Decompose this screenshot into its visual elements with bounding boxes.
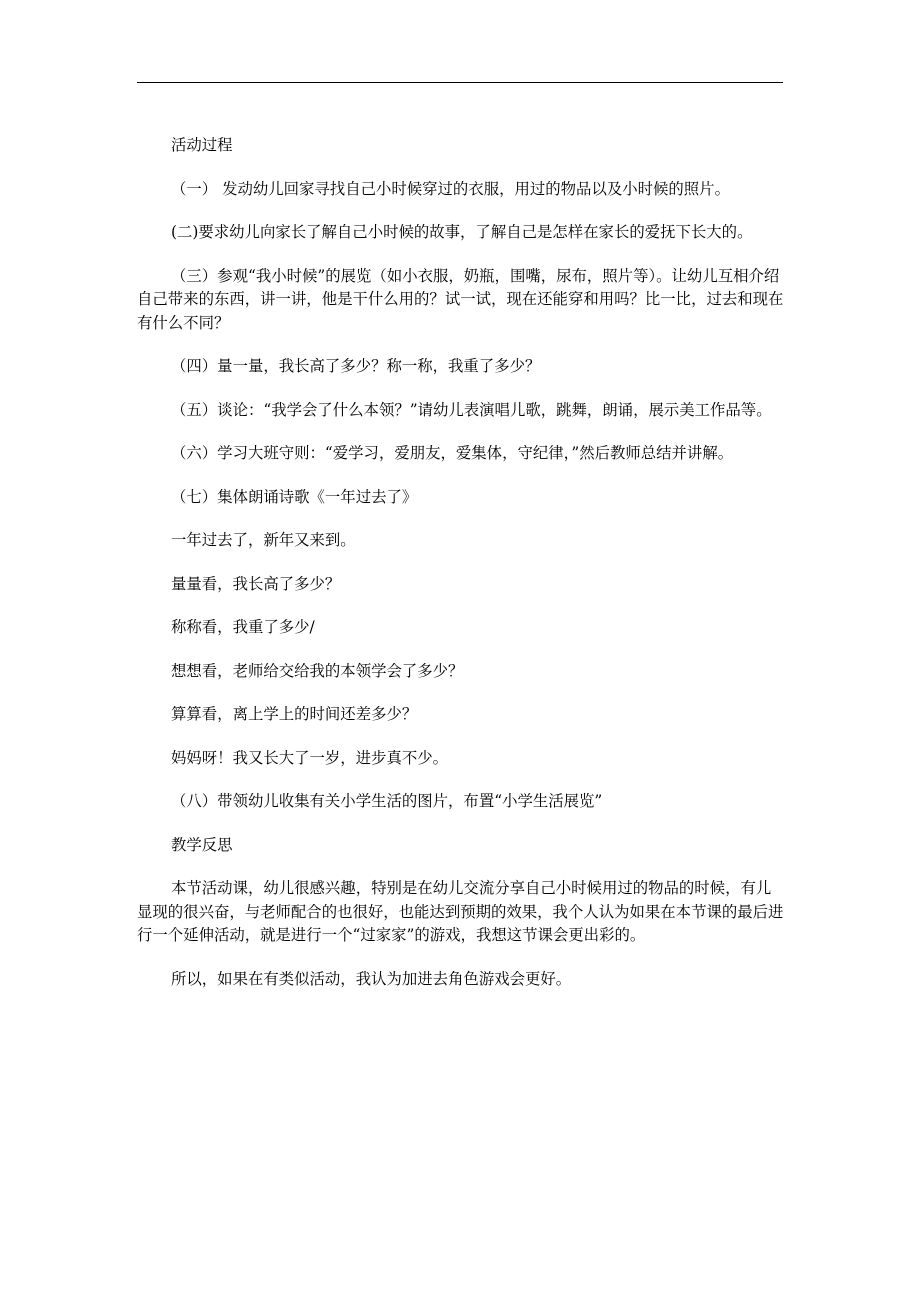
document-body [137,134,785,1011]
poem-line-4: 想想看，老师给交给我的本领学会了多少？ [171,661,464,680]
section-heading-process: 活动过程 [171,136,233,154]
poem-line-1: 一年过去了，新年又来到。 [171,531,356,549]
reflection-paragraph-1: 本节活动课，幼儿很感兴趣，特别是在幼儿交流分享自己小时候用过的物品的时候，有儿显现的很兴奋，与老师配合的也很好，也能达到预期的效果，我个人认为如果在本节课的最后进行一个延伸活动，就是进行一个“过家家”的游戏，我想这节课会更出彩的。 [137,879,784,944]
step-7: （七）集体朗诵诗歌《一年过去了》 [171,487,418,506]
poem-line-3: 称称看，我重了多少/ [171,618,315,636]
step-5: （五）谈论：“我学会了什么本领？”请幼儿表演唱儿歌，跳舞，朗诵，展示美工作品等。 [171,400,772,419]
step-1: （一） 发动幼儿回家寻找自己小时候穿过的衣服，用过的物品以及小时候的照片。 [171,179,730,198]
poem-line-2: 量量看，我长高了多少？ [171,574,341,593]
header-rule [137,82,783,83]
step-2: (二)要求幼儿向家长了解自己小时候的故事，了解自己是怎样在家长的爱抚下长大的。 [171,223,753,241]
reflection-paragraph-2: 所以，如果在有类似活动，我认为加进去角色游戏会更好。 [171,969,572,988]
step-6: （六）学习大班守则：“爱学习，爱朋友，爱集体，守纪律，”然后教师总结并讲解。 [171,444,734,462]
step-3: （三）参观“我小时候”的展览（如小衣服，奶瓶，围嘴，尿布，照片等）。让幼儿互相介绍自己带来的东西，讲一讲，他是干什么用的？试一试，现在还能穿和用吗？比一比，过去和现在有什么不同？ [137,266,784,332]
step-4: （四）量一量，我长高了多少？称一称，我重了多少？ [171,357,541,375]
poem-line-5: 算算看，离上学上的时间还差多少？ [171,705,418,723]
poem-line-6: 妈妈呀！我又长大了一岁，进步真不少。 [171,748,449,767]
step-8: （八）带领幼儿收集有关小学生活的图片，布置“小学生活展览” [171,792,603,810]
section-heading-reflection: 教学反思 [171,835,233,854]
